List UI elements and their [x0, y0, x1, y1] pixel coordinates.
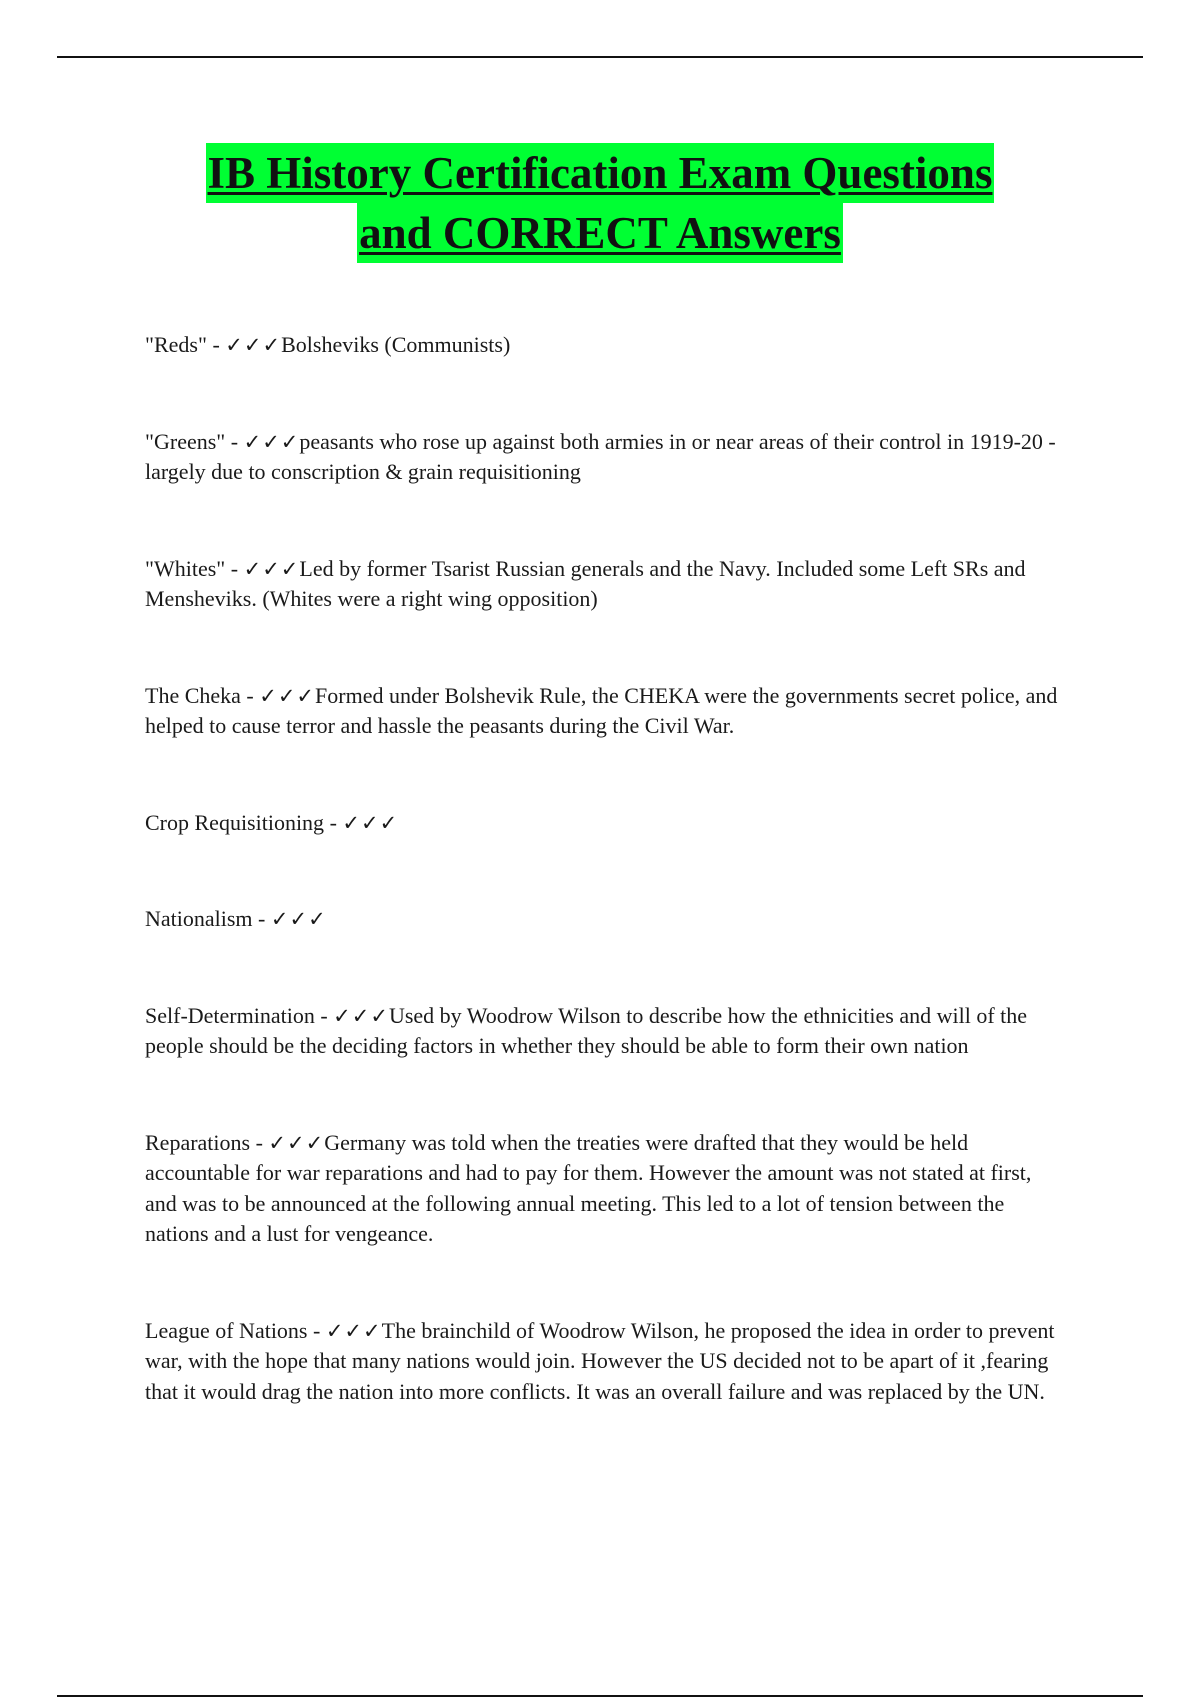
entry-separator: -: [250, 1129, 269, 1155]
entry-definition: Bolsheviks (Communists): [281, 332, 511, 357]
entry-definition: Germany was told when the treaties were drafted that they would be held accountable for war reparations and had to pay for them. However the amount was not stated at first, and was to be announced at the following annual meeting. This led to a lot of tension between the nations and a lust for vengeance.: [145, 1129, 1032, 1246]
entry-separator: -: [206, 332, 226, 357]
entry-term: "Greens": [145, 428, 226, 454]
check-marks-icon: ✓✓✓: [259, 683, 316, 708]
qa-entry: [145, 1128, 1065, 1250]
document-title: [0, 143, 1200, 263]
qa-entry: [145, 904, 1065, 935]
entry-definition: peasants who rose up against both armies in or near areas of their control in 1919-20 -largely due to conscription & grain requisitioning: [145, 428, 1056, 484]
qa-entry: [145, 427, 1065, 488]
entry-separator: -: [225, 555, 244, 581]
check-marks-icon: ✓✓✓: [225, 333, 282, 357]
entry-term: Crop Requisitioning: [145, 809, 325, 835]
entry-term: Nationalism: [145, 906, 253, 931]
bottom-rule: [57, 1695, 1143, 1697]
entry-definition: Used by Woodrow Wilson to describe how the ethnicities and will of the people should be the deciding factors in whether they should be able to form their own nation: [145, 1002, 1028, 1058]
top-rule: [57, 56, 1143, 58]
check-marks-icon: ✓✓✓: [243, 556, 300, 581]
entry-term: "Whites": [145, 555, 226, 581]
entry-definition: Led by former Tsarist Russian generals and the Navy. Included some Left SRs and Mensheviks. (Whites were a right wing opposition): [145, 555, 1026, 611]
entry-term: Self-Determination: [145, 1002, 315, 1028]
entry-separator: -: [324, 809, 343, 835]
entry-separator: -: [314, 1002, 334, 1028]
qa-entry: [145, 1316, 1065, 1408]
check-marks-icon: ✓✓✓: [342, 810, 399, 835]
entry-separator: -: [252, 906, 271, 931]
title-line-1: IB History Certification Exam Questions: [206, 143, 995, 203]
entry-term: League of Nations: [145, 1317, 308, 1343]
check-marks-icon: ✓✓✓: [268, 1130, 325, 1155]
entry-term: "Reds": [145, 332, 207, 357]
entry-separator: -: [307, 1317, 326, 1343]
entry-definition: Formed under Bolshevik Rule, the CHEKA were the governments secret police, and helped to cause terror and hassle the peasants during the Civil War.: [145, 682, 1058, 738]
check-marks-icon: ✓✓✓: [325, 1318, 382, 1343]
qa-entry: [145, 808, 1065, 839]
entry-definition: The brainchild of Woodrow Wilson, he proposed the idea in order to prevent war, with the hope that many nations would join. However the US decided not to be apart of it ,fearing that it would drag the nation into more conflicts. It was an overall failure and was replaced by the UN.: [145, 1317, 1055, 1404]
qa-entry: [145, 554, 1065, 615]
qa-list: [145, 330, 1065, 1473]
qa-entry: [145, 681, 1065, 742]
entry-separator: -: [240, 682, 260, 708]
entry-term: The Cheka: [145, 682, 241, 708]
entry-separator: -: [225, 428, 244, 454]
entry-term: Reparations: [145, 1129, 251, 1155]
qa-entry: [145, 330, 1065, 361]
check-marks-icon: ✓✓✓: [243, 429, 300, 454]
qa-entry: [145, 1001, 1065, 1062]
check-marks-icon: ✓✓✓: [333, 1003, 389, 1028]
title-line-2: and CORRECT Answers: [357, 203, 843, 263]
check-marks-icon: ✓✓✓: [270, 907, 327, 931]
